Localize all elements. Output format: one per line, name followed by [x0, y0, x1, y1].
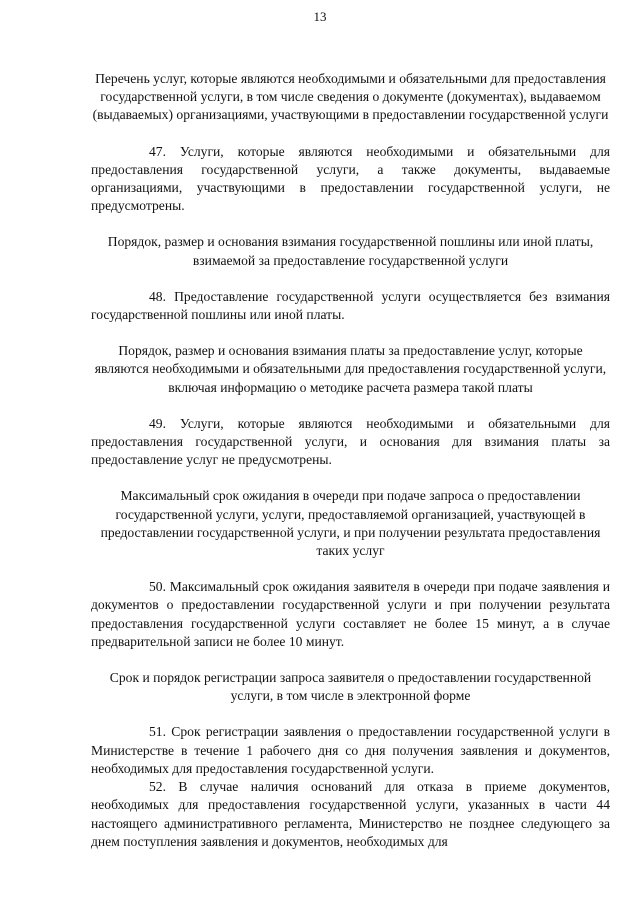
- paragraph-48: 48. Предоставление государственной услуги осуществляется без взимания государственной пошлины или иной платы.: [91, 288, 610, 323]
- spacer: [91, 270, 610, 288]
- paragraph-52: 52. В случае наличия оснований для отказа в приеме документов, необходимых для предоставления государственной услуги, указанных в части 44 настоящего административного регламента, Министерство не позднее следующего за днем поступления заявления и документов, необходимых для: [91, 779, 610, 849]
- section-heading-queue-time: Максимальный срок ожидания в очереди при подаче запроса о предоставлении государственной услуги, услуги, предоставляемой организацией, участвующей в предоставлении государственной услуги, и при получении результата предоставления таких услуг: [100, 488, 601, 559]
- section-heading-required-services: Перечень услуг, которые являются необходимыми и обязательными для предоставления государственной услуги, в том числе сведения о документе (документах), выдаваемом (выдаваемых) организациями, участвующими в предоставлении государственной услуги: [92, 71, 609, 123]
- spacer: [91, 560, 610, 578]
- spacer: [91, 397, 610, 415]
- paragraph-51: 51. Срок регистрации заявления о предоставлении государственной услуги в Министерстве в течение 1 рабочего дня со дня получения заявления и документов, необходимых для предоставления государственной услуги.: [91, 724, 610, 776]
- spacer: [91, 651, 610, 669]
- paragraph-49: 49. Услуги, которые являются необходимыми и обязательными для предоставления государственной услуги, и основания для взимания платы за предоставление услуг не предусмотрены.: [91, 415, 610, 468]
- spacer: [91, 705, 610, 723]
- paragraph-47: 47. Услуги, которые являются необходимыми и обязательными для предоставления государственной услуги, а также документы, выдаваемые организациями, участвующими в предоставлении государственной услуги, не предусмотрены.: [91, 143, 610, 214]
- section-heading-payment-procedure: Порядок, размер и основания взимания платы за предоставление услуг, которые являются необходимыми и обязательными для предоставления государственной услуги, включая информацию о методике расчета размера такой платы: [94, 343, 607, 395]
- section-heading-registration: Срок и порядок регистрации запроса заявителя о предоставлении государственной услуги, в том числе в электронной форме: [109, 670, 592, 704]
- spacer: [91, 469, 610, 487]
- document-body: [91, 70, 610, 851]
- spacer: [91, 324, 610, 342]
- paragraph-50: 50. Максимальный срок ожидания заявителя в очереди при подаче заявления и документов о предоставлении государственной услуги и при получении результата предоставления государственной услуги составляет не более 15 минут, а в случае предварительной записи не более 10 минут.: [91, 579, 610, 649]
- page-number: 13: [313, 9, 327, 24]
- spacer: [91, 125, 610, 143]
- spacer: [91, 215, 610, 233]
- section-heading-state-fee: Порядок, размер и основания взимания государственной пошлины или иной платы, взимаемой за предоставление государственной услуги: [107, 234, 594, 268]
